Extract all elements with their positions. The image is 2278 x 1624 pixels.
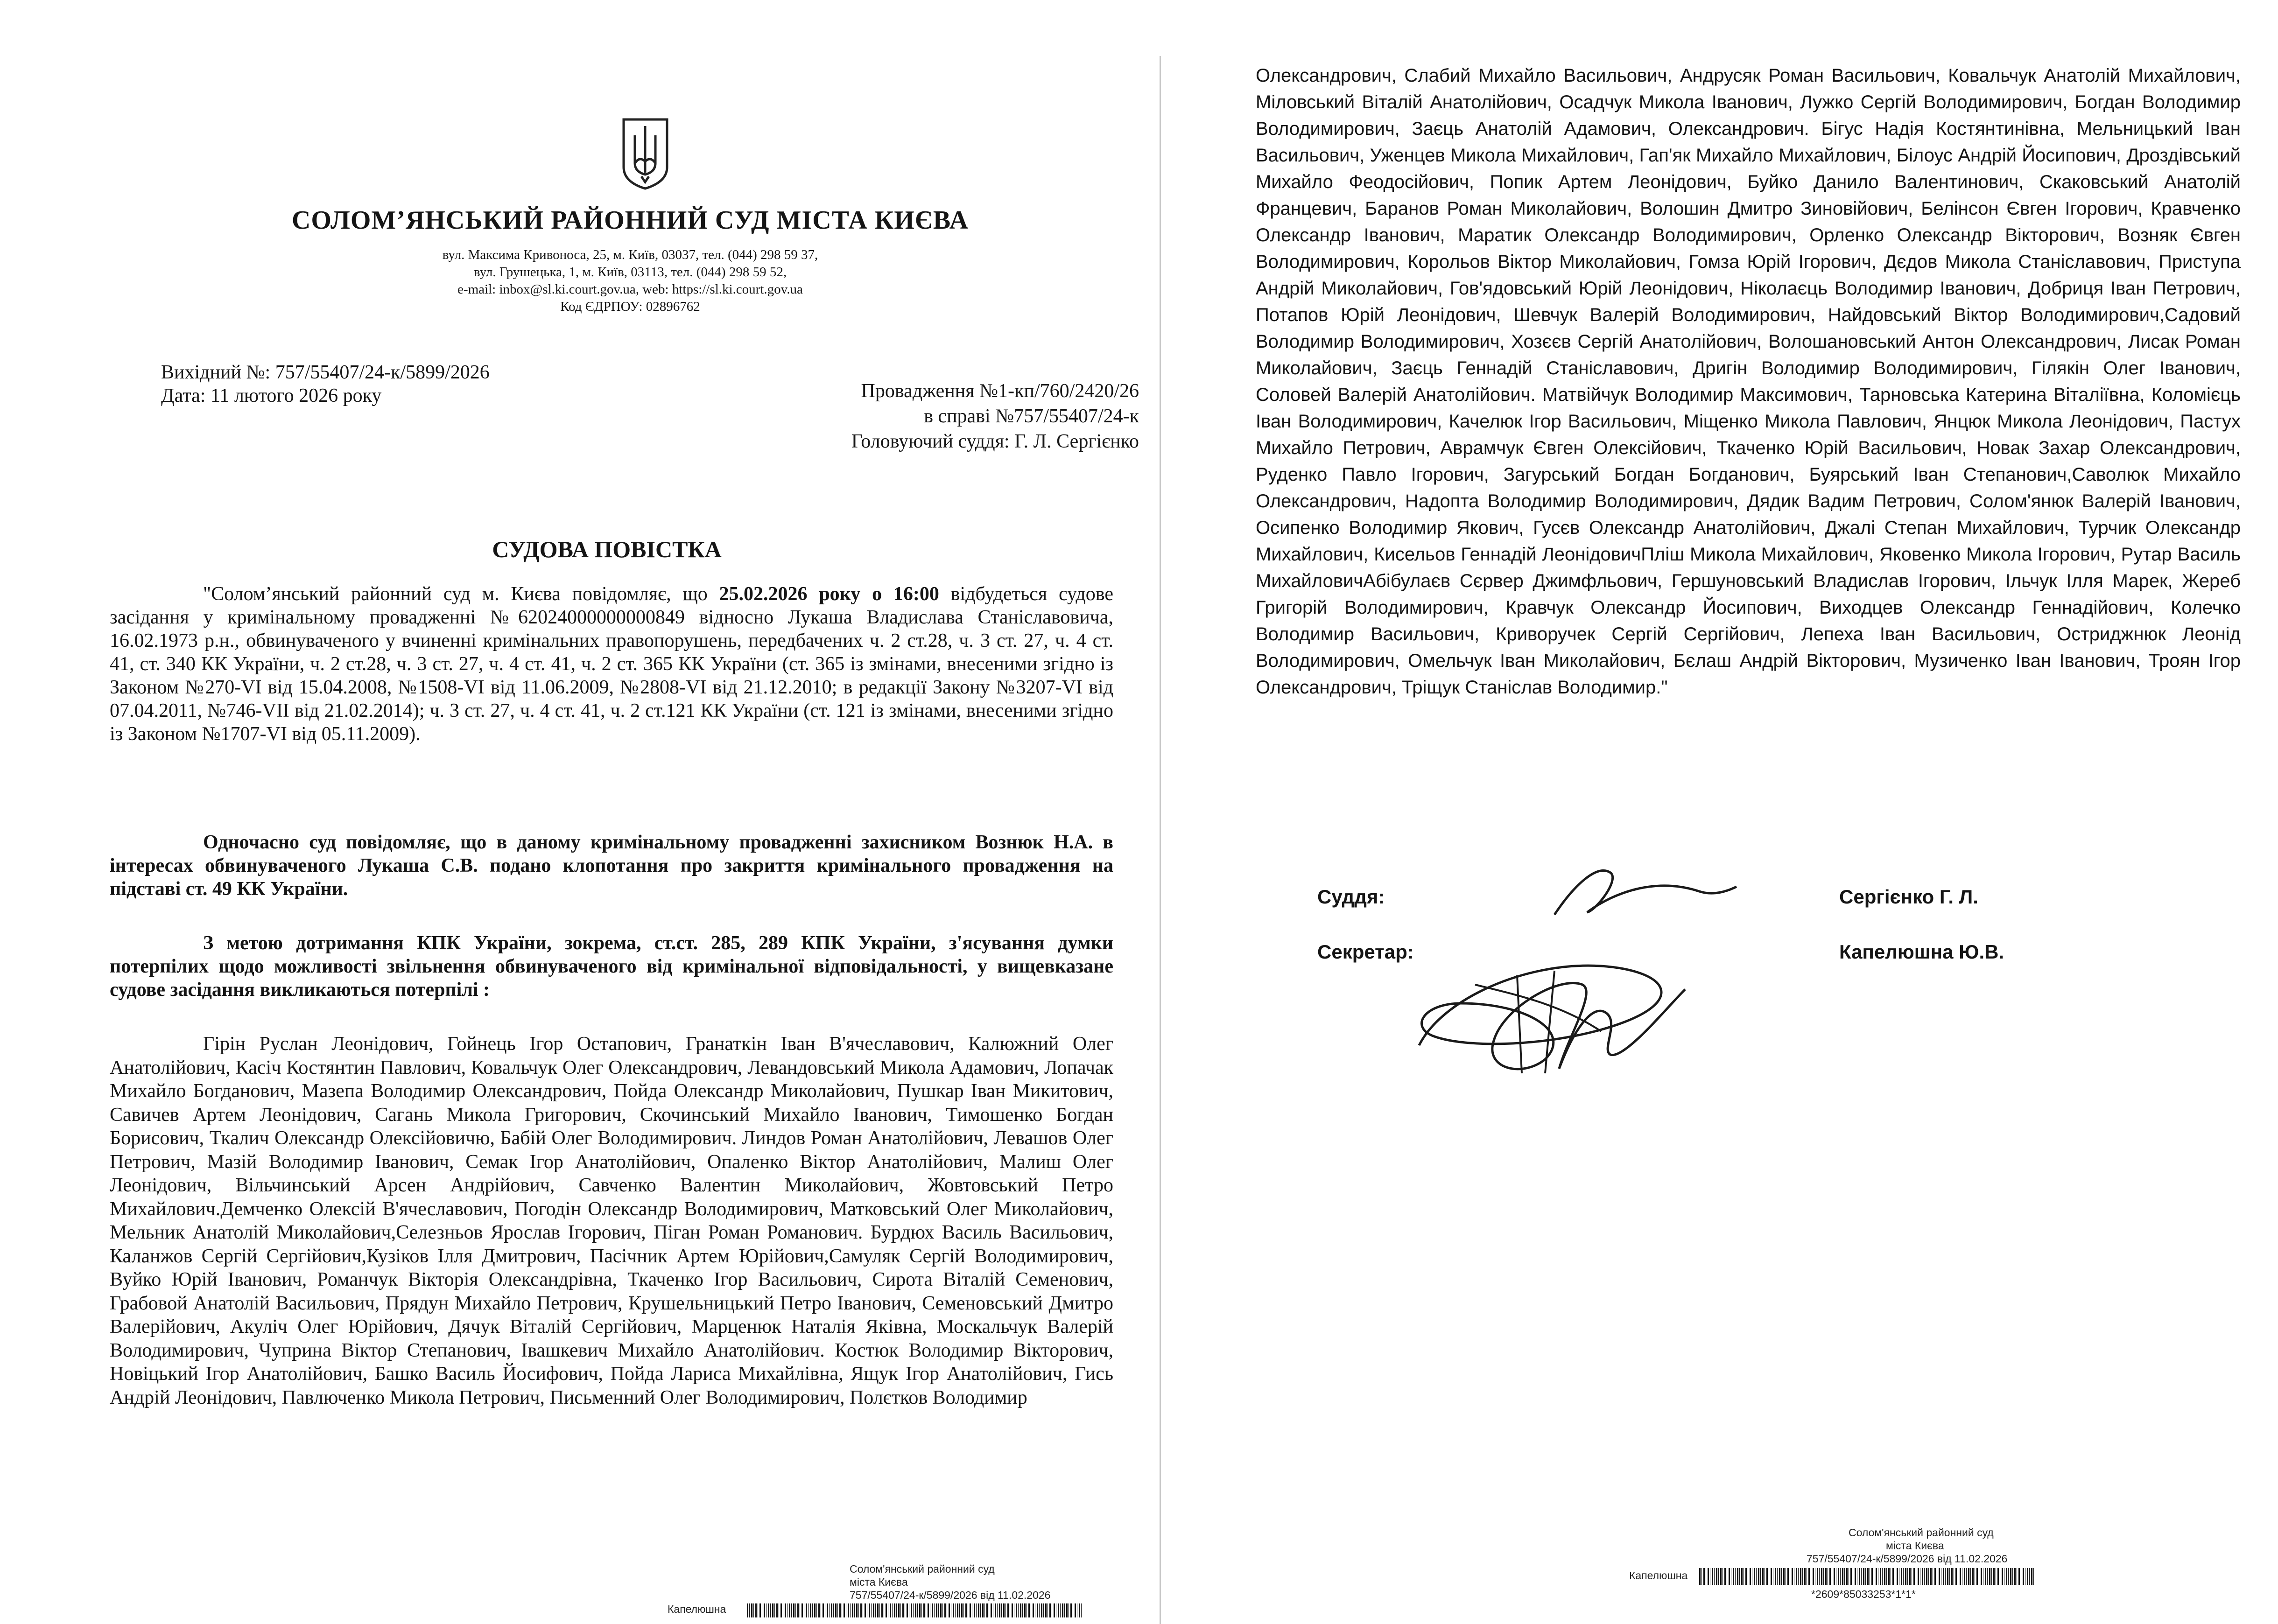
summons-text: З метою дотримання КПК України, зокрема, ст.ст. 285, 289 КПК України, з'ясування думки потерпілих щодо можливості звільнення обвинуваченого від кримінальної відповідальності, у вищевказане судове засідання викликаються потерпілі : xyxy=(110,932,1113,1001)
stamp-court-right: Солом'янський районний суд xyxy=(1849,1526,1994,1539)
registration-stamp-left xyxy=(850,1562,1050,1602)
page-two xyxy=(1162,0,2278,1624)
secretary-label: Секретар: xyxy=(1317,941,1414,963)
victims-text-left: Гірін Руслан Леонідович, Гойнець Ігор Остапович, Гранаткін Іван В'ячеславович, Калюжний Олег Анатолійович, Касіч Костянтин Павлович, Ковальчук Олег Олександрович, Левандовський Микола Адамович, Лопачак Михайло Богданович, Мазепа Володимир Олександрович, Пойда Олександр Миколайович, Пушкар Іван Микитович, Савичев Артем Леонідович, Сагань Микола Григорович, Скочинський Михайло Іванович, Тимошенко Богдан Борисович, Ткалич Олександр Олексійовичю, Бабій Олег Володимирович. Линдов Роман Анатолійович, Левашов Олег Петрович, Мазій Володимир Іванович, Семак Ігор Анатолійович, Опаленко Віктор Анатолійович, Малиш Олег Леонідович, Вільчинський Арсен Андрійович, Савченко Валентин Миколайович, Жовтовський Петро Михайлович.Демченко Олексій В'ячеславович, Погодін Олександр Володимирович, Матковський Олег Миколайович, Мельник Анатолій Миколайович,Селезньов Ярослав Ігорович, Піган Роман Романович. Бурдюх Василь Васильович, Каланжов Сергій Сергійович,Кузіков Ілля Дмитрович, Пасічник Артем Юрійович,Самуляк Сергій Володимирович, Вуйко Юрій Іванович, Романчук Вікторія Олександрівна, Ткаченко Ігор Васильович, Сирота Віталій Семенович, Грабовой Анатолій Васильович, Прядун Михайло Петрович, Крушельницький Петро Іванович, Семеновський Дмитро Валерійович, Акуліч Олег Юрійович, Дячук Віталій Сергійович, Марценюк Наталія Яківна, Москальчук Валерій Володимирович, Чуприна Віктор Степанович, Івашкевич Михайло Анатолійович. Костюк Володимир Вікторович, Новіцький Ігор Анатолійович, Башко Василь Йосифович, Пойда Лариса Михайлівна, Ящук Ігор Анатолійович, Гись Андрій Леонідович, Павлюченко Микола Петрович, Письменний Олег Володимирович, Полєтков Володимир xyxy=(110,1033,1113,1408)
barcode-right xyxy=(1699,1568,2035,1585)
page-edge-divider xyxy=(1160,56,1161,1624)
court-address-1: вул. Максима Кривоноса, 25, м. Київ, 03037, тел. (044) 298 59 37, xyxy=(442,247,818,262)
judge-label: Суддя: xyxy=(1317,886,1385,908)
hearing-notice-paragraph xyxy=(110,582,1113,746)
stamp-court-left: Солом'янський районний суд xyxy=(850,1563,995,1575)
motion-text: Одночасно суд повідомляє, що в даному кримінальному провадженні захисником Вознюк Н.А. в інтересах обвинуваченого Лукаша С.В. подано клопотання про закриття кримінального провадження на підставі ст. 49 КК України. xyxy=(110,832,1113,900)
stamp-ref-right: 757/55407/24-к/5899/2026 від 11.02.2026 xyxy=(1807,1553,2008,1565)
court-contacts: e-mail: inbox@sl.ki.court.gov.ua, web: https://sl.ki.court.gov.ua xyxy=(457,282,803,297)
barcode-code: *2609*85033253*1*1* xyxy=(1811,1588,1916,1600)
document-title: СУДОВА ПОВІСТКА xyxy=(492,536,722,562)
registration-stamp-right xyxy=(1807,1526,2007,1565)
motion-paragraph xyxy=(110,831,1113,901)
case-number: в справі №757/55407/24-к xyxy=(924,406,1139,427)
stamp-clerk-right: Капелюшна xyxy=(1629,1569,1688,1582)
court-address-2: вул. Грушецька, 1, м. Київ, 03113, тел. (044) 298 59 52, xyxy=(473,265,787,280)
barcode-left xyxy=(747,1603,1083,1617)
victims-list-left xyxy=(110,1032,1113,1409)
secretary-signature xyxy=(1405,933,1704,1083)
judge-name: Сергієнко Г. Л. xyxy=(1839,886,1978,908)
outgoing-date: Дата: 11 лютого 2026 року xyxy=(161,385,382,406)
notice-text-end: відбудеться судове засідання у кримінальному провадженні №62024000000000849 відносно Лукаша Владислава Станіславовича, 16.02.1973 р.н., обвинуваченого у вчиненні кримінальних правопорушень, передбачених ч. 2 ст.28, ч. 3 ст. 27, ч. 4 ст. 41, ст. 340 КК України, ч. 2 ст.28, ч. 3 ст. 27, ч. 4 ст. 41, ч. 2 ст. 365 КК України (ст. 365 із змінами, внесеними згідно із Законом №270-VI від 15.04.2008, №1508-VI від 11.06.2009, №2808-VI від 21.12.2010; в редакції Закону №3207-VI від 07.04.2011, №746-VII від 21.02.2014); ч. 3 ст. 27, ч. 4 ст. 41, ч. 2 ст.121 КК України (ст. 121 із змінами, внесеними згідно із Законом №1707-VI від 05.11.2009). xyxy=(110,583,1113,745)
court-name: СОЛОМ’ЯНСЬКИЙ РАЙОННИЙ СУД МІСТА КИЄВА xyxy=(291,206,969,235)
hearing-datetime: 25.02.2026 року о 16:00 xyxy=(719,583,939,605)
secretary-name: Капелюшна Ю.В. xyxy=(1839,941,2004,963)
victims-list-right xyxy=(1256,63,2241,701)
stamp-city-left: міста Києва xyxy=(850,1576,908,1588)
stamp-ref-left: 757/55407/24-к/5899/2026 від 11.02.2026 xyxy=(850,1589,1051,1601)
victims-text-right: Олександрович, Слабий Михайло Васильович, Андрусяк Роман Васильович, Ковальчук Анатолій Михайлович, Міловський Віталій Анатолійович, Осадчук Микола Іванович, Лужко Сергій Володимирович, Богдан Володимир Володимирович, Заєць Анатолій Адамович, Олександрович. Бігус Надія Костянтинівна, Мельницький Іван Васильович, Уженцев Микола Михайлович, Гап'як Михайло Михайлович, Білоус Андрій Йосипович, Дроздівський Михайло Феодосійович, Попик Артем Леонідович, Буйко Данило Валентинович, Скаковський Анатолій Францевич, Баранов Роман Миколайович, Волошин Дмитро Зиновійович, Белінсон Євген Ігорович, Кравченко Олександр Іванович, Маратик Олександр Володимирович, Орленко Олександр Вікторович, Возняк Євген Володимирович, Корольов Віктор Миколайович, Гомза Юрій Ігорович, Дєдов Микола Станіславович, Приступа Андрій Миколайович, Гов'ядовський Юрій Леонідович, Ніколаєць Володимир Іванович, Добриця Іван Петрович, Потапов Юрій Леонідович, Шевчук Валерій Володимирович, Найдовський Віктор Володимирович,Садовий Володимир Володимирович, Хозєєв Сергій Анатолійович, Волошановський Антон Олександрович, Лисак Роман Миколайович, Заєць Геннадій Станіславович, Дригін Володимир Володимирович, Гілякін Олег Іванович, Соловей Валерій Анатолійович. Матвійчук Володимир Максимович, Тарновська Катерина Віталіївна, Коломієць Іван Володимирович, Качелюк Ігор Васильович, Міщенко Микола Павлович, Янцюк Микола Леонідович, Пастух Михайло Петрович, Аврамчук Євген Олексійович, Ткаченко Юрій Васильович, Новак Захар Олександрович, Руденко Павло Ігорович, Загурський Богдан Богданович, Буярський Іван Степанович,Саволюк Михайло Олександрович, Надопта Володимир Володимирович, Дядик Вадим Петрович, Солом'янюк Валерій Іванович, Осипенко Володимир Якович, Гусєв Олександр Анатолійович, Джалі Степан Михайлович, Турчик Олександр Михайлович, Кисельов Геннадій ЛеонідовичПліш Микола Михайлович, Яковенко Микола Ігорович, Рутар Василь МихайловичАбібулаєв Сєрвер Джимфльович, Гершуновський Владислав Ігорович, Ільчук Ілля Марек, Жереб Григорій Володимирович, Кравчук Олександр Йосипович, Виходцев Олександр Геннадійович, Колечко Володимир Васильович, Криворучек Сергій Сергійович, Лепеха Іван Васильович, Остриджнюк Леонід Володимирович, Омельчук Іван Миколайович, Бєлаш Андрій Вікторович, Музиченко Іван Іванович, Троян Ігор Олександрович, Тріщук Станіслав Володимир." xyxy=(1256,65,2241,698)
presiding-judge: Головуючий суддя: Г. Л. Сергієнко xyxy=(851,431,1139,452)
coat-of-arms-icon xyxy=(621,117,670,191)
outgoing-number: Вихідний №: 757/55407/24-к/5899/2026 xyxy=(161,362,490,383)
stamp-clerk-left: Капелюшна xyxy=(668,1603,726,1615)
proceeding-number: Провадження №1-кп/760/2420/26 xyxy=(861,380,1139,402)
summons-paragraph xyxy=(110,931,1113,1001)
notice-text-start: "Солом’янський районний суд м. Києва повідомляє, що xyxy=(203,583,719,605)
court-edrpou: Код ЄДРПОУ: 02896762 xyxy=(560,299,700,314)
stamp-city-right: міста Києва xyxy=(1886,1540,1944,1552)
judge-signature xyxy=(1545,859,1741,924)
